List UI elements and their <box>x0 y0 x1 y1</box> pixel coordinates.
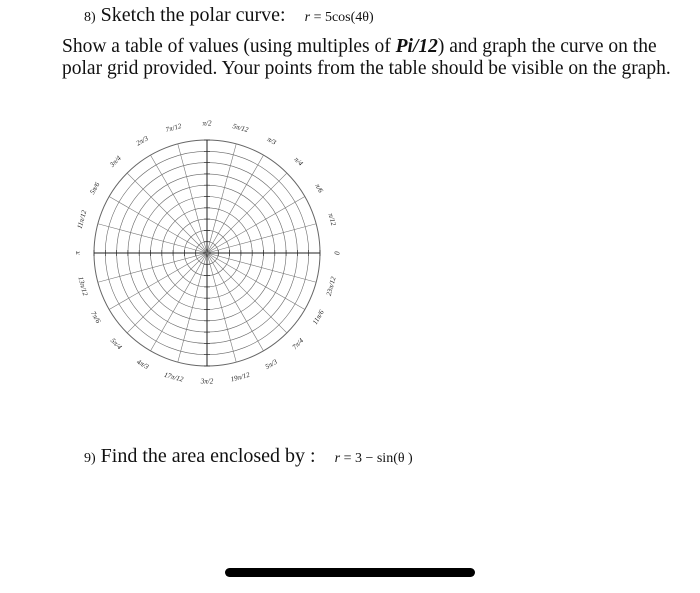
angle-label: 3π/2 <box>200 377 214 386</box>
problem-9-number: 9) <box>84 451 96 466</box>
instructions-before: Show a table of values (using multiples of <box>62 36 396 57</box>
problem-8-equation-rhs: = 5cos(4θ) <box>310 10 374 25</box>
instructions-paragraph <box>62 36 672 80</box>
angle-label: 13π/12 <box>76 275 90 297</box>
grid-ray <box>178 253 207 362</box>
angle-label: π/3 <box>265 135 278 147</box>
angle-label: 5π/3 <box>263 357 279 371</box>
grid-ray <box>207 253 305 310</box>
grid-ray <box>207 144 236 253</box>
problem-8-heading <box>84 4 374 27</box>
angle-label: 4π/3 <box>135 357 151 371</box>
problem-9-heading <box>84 445 413 468</box>
grid-ray <box>151 253 208 351</box>
grid-ray <box>207 155 264 253</box>
problem-9-equation-lhs: r <box>334 451 341 466</box>
instructions-after: ) and graph the curve on the polar grid provided. Your points from the table should be visible on the graph. <box>62 36 671 79</box>
grid-ray <box>207 197 305 254</box>
grid-ray <box>127 173 207 253</box>
angle-label: 11π/12 <box>75 209 89 230</box>
angle-label: π <box>73 251 82 255</box>
grid-ray <box>207 253 287 333</box>
grid-ray <box>127 253 207 333</box>
grid-ray <box>151 155 208 253</box>
problem-8-title: Sketch the polar curve: <box>100 4 286 26</box>
angle-label: 5π/6 <box>88 180 102 196</box>
grid-ray <box>207 253 264 351</box>
angle-label: 23π/12 <box>324 275 338 297</box>
problem-8-equation <box>305 10 374 25</box>
problem-9-equation-rhs: = 3 − sin(θ ) <box>340 451 413 466</box>
angle-label: 7π/12 <box>164 122 183 134</box>
grid-ray <box>207 173 287 253</box>
instructions-emphasis: Pi/12 <box>395 36 438 57</box>
grid-ray <box>98 253 207 282</box>
angle-label: π/6 <box>313 182 325 195</box>
grid-ray <box>109 197 207 254</box>
grid-ray <box>178 144 207 253</box>
angle-label: 2π/3 <box>134 134 150 148</box>
angle-label: 19π/12 <box>229 370 251 384</box>
problem-8-equation-lhs: r <box>304 10 311 25</box>
angle-label: 3π/4 <box>108 154 123 169</box>
problem-9-equation <box>335 451 413 466</box>
grid-ray <box>207 253 236 362</box>
grid-ray <box>109 253 207 310</box>
angle-label: 5π/4 <box>108 336 124 352</box>
angle-label: 5π/12 <box>231 122 250 134</box>
grid-ray <box>207 253 316 282</box>
angle-label: π/4 <box>292 155 305 168</box>
problem-9-title: Find the area enclosed by : <box>100 445 316 467</box>
angle-label: 7π/6 <box>89 309 103 325</box>
polar-grid <box>52 108 362 398</box>
angle-label: 7π/4 <box>290 336 306 352</box>
angle-label: 17π/12 <box>163 370 185 384</box>
problem-8-number: 8) <box>84 10 96 25</box>
angle-label: 0 <box>332 251 341 255</box>
home-indicator-bar[interactable] <box>225 568 475 577</box>
grid-ray <box>98 224 207 253</box>
angle-label: π/12 <box>326 212 338 227</box>
angle-label: 11π/6 <box>311 308 326 326</box>
grid-ray <box>207 224 316 253</box>
angle-label: π/2 <box>202 119 212 128</box>
